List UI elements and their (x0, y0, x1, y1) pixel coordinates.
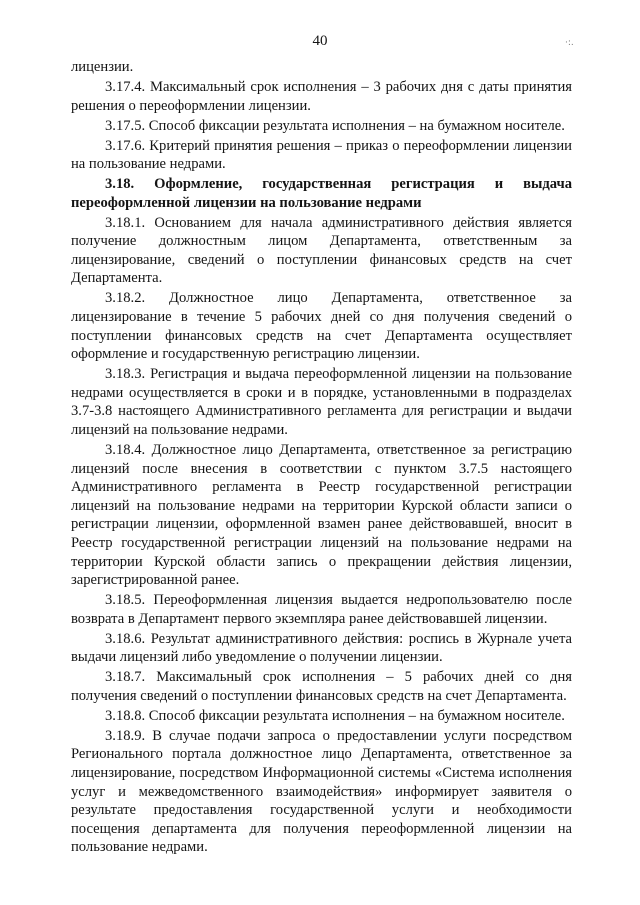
paragraph-3-18-7: 3.18.7. Максимальный срок исполнения – 5 рабочих дней со дня получения сведений о поступлении финансовых средств на счет Департамента. (71, 669, 572, 704)
paragraph-3-18-5: 3.18.5. Переоформленная лицензия выдается недропользователю после возврата в Департамент первого экземпляра ранее действовавшей лицензии. (71, 592, 572, 627)
paragraph-3-18-3: 3.18.3. Регистрация и выдача переоформленной лицензии на пользование недрами осуществляется в сроки и в порядке, установленными в подразделах 3.7-3.8 настоящего Административного регламента для регистрации и выдачи лицензий на пользование недрами. (71, 366, 572, 439)
paragraph-3-17-6: 3.17.6. Критерий принятия решения – приказ о переоформлении лицензии на пользование недрами. (71, 137, 572, 173)
paragraph-3-17-5: 3.17.5. Способ фиксации результата исполнения – на бумажном носителе. (105, 117, 565, 134)
paragraph-continuation: лицензии. (71, 59, 134, 75)
paragraph-3-18-8: 3.18.8. Способ фиксации результата исполнения – на бумажном носителе. (105, 707, 565, 724)
paragraph-3-18-6: 3.18.6. Результат административного действия: роспись в Журнале учета выдачи лицензий либо уведомление о получении лицензии. (71, 630, 572, 666)
page-number: 40 (312, 33, 328, 49)
paragraph-3-17-4: 3.17.4. Максимальный срок исполнения – 3 рабочих дня с даты принятия решения о переоформлении лицензии. (71, 78, 572, 114)
paragraph-3-18-9: 3.18.9. В случае подачи запроса о предоставлении услуги посредством Регионального портала должностное лицо Департамента, ответственное за лицензирование, посредством Информационной системы «Система исполнения услуг и межведомственного взаимодействия» информирует заявителя о результате предоставления государственной услуги и необходимости посещения департамента для получения переоформленной лицензии на пользование недрами. (71, 727, 572, 856)
paragraph-3-18-2: 3.18.2. Должностное лицо Департамента, ответственное за лицензирование в течение 5 рабочих дней со дня получения сведений о поступлении финансовых средств на счет Департамента осуществляет оформление и государственную регистрацию лицензии. (71, 290, 572, 363)
scan-mark: ·:. (565, 38, 574, 48)
paragraph-3-18-4: 3.18.4. Должностное лицо Департамента, ответственное за регистрацию лицензий после внесения в соответствии с пунктом 3.7.5 настоящего Административного регламента в Реестр государственной регистрации лицензий на пользование недрами на территории Курской области записи о регистрации лицензии, оформленной взамен ранее действовавшей, вносит в Реестр государственной регистрации лицензий на пользование недрами на территории Курской области запись о прекращении действия лицензии, зарегистрированной ранее. (71, 442, 572, 589)
document-body (71, 58, 572, 858)
section-heading-3-18: 3.18. Оформление, государственная регистрация и выдача переоформленной лицензии на пользование недрами (71, 176, 572, 211)
paragraph-3-18-1: 3.18.1. Основанием для начала административного действия является получение должностным лицом Департамента, ответственным за лицензирование, сведений о поступлении финансовых средств на счет Департамента. (71, 214, 572, 287)
